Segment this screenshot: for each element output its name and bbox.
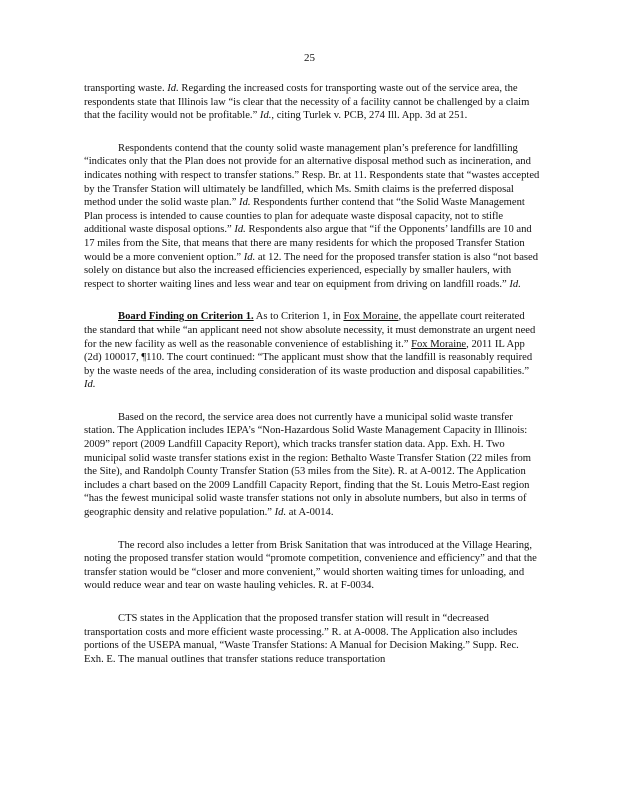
citation-id: Id. (234, 224, 246, 236)
paragraph (84, 82, 540, 123)
paragraph-text: CTS states in the Application that the proposed transfer station will result in “decreased transportation costs and more efficient waste processing.” R. at A-0008. The Application also includes portions of the USEPA manual, “Waste Transfer Stations: A Manual for Decision Making.” Supp. Rec. Exh. E. The manual outlines that transfer stations reduce transportation (84, 613, 519, 665)
paragraph-text: , citing Turlek v. PCB, 274 Ill. App. 3d at 251. (271, 110, 468, 122)
citation-id: Id. (239, 197, 251, 209)
paragraph (84, 142, 540, 292)
citation-id: Id. (243, 251, 256, 263)
paragraph-text: Based on the record, the service area does not currently have a municipal solid waste transfer station. The Application includes IEPA’s “Non-Hazardous Solid Waste Management Capacity in Illinois: 2009” report (2009 Landfill Capacity Report), which tracks transfer station data. App. Exh. H. Two municipal solid waste transfer stations exist in the region: Bethalto Waste Transfer Station (22 miles from the Site), and Randolph County Transfer Station (53 miles from the Site). R. at A-0012. The Application includes a chart based on the 2009 Landfill Capacity Report, finding that the St. Louis Metro-East region “has the fewest municipal solid waste transfer stations not only in absolute numbers, but also in terms of geographic density and relative population.” (84, 411, 532, 519)
document-body (84, 82, 540, 666)
section-heading: Board Finding on Criterion 1. (118, 311, 254, 323)
paragraph-text: The record also includes a letter from Brisk Sanitation that was introduced at the Village Hearing, noting the proposed transfer station would “promote competition, convenience and efficiency” and that the transfer station would be “closer and more convenient,” would shorten waiting times for unloading, and would reduce wear and tear on waste hauling vehicles. R. at F-0034. (84, 539, 537, 592)
paragraph (84, 310, 540, 392)
paragraph-text: Respondents also argue that “if the Opponents’ landfills are 10 and 17 miles from the Site, that means that there are many residents for which the proposed Transfer Station would be a more convenient option.” (84, 224, 532, 263)
paragraph-text: Respondents contend that the county solid waste management plan’s preference for landfilling “indicates only that the Plan does not provide for an alternative disposal method such as incineration, and indicates nothing with respect to transfer stations.” Resp. Br. at 11. Respondents state that “wastes accepted by the Transfer Station will ultimately be landfilled, which Ms. Smith claims is the preferred disposal method under the solid waste plan.” (84, 142, 540, 209)
citation-id: Id. (509, 278, 521, 290)
paragraph-text: Regarding the increased costs for transporting waste out of the service area, the respondents state that Illinois law “is clear that the necessity of a facility cannot be challenged by a claim that the facility would not be profitable.” (84, 83, 530, 122)
citation-id: Id. (274, 507, 287, 519)
paragraph (84, 612, 540, 666)
paragraph-text: , 2011 IL App (2d) 100017, ¶110. The court continued: “The applicant must show that the landfill is reasonably required by the waste needs of the area, including consideration of its waste production and disposal capabilities.” (84, 338, 533, 377)
paragraph (84, 539, 540, 593)
citation-id: Id. (259, 110, 272, 122)
page-number: 25 (304, 52, 315, 64)
case-name: Fox Moraine (411, 338, 467, 350)
citation-id: Id. (167, 83, 179, 94)
paragraph-text: at 12. The need for the proposed transfer station is also “not based solely on distance but also the increased efficiencies experienced, especially by smaller haulers, with respect to shorter waiting lines and less wear and tear on equipment from driving on landfill roads.” (84, 251, 539, 290)
paragraph-text: , the appellate court reiterated the standard that while “an applicant need not show absolute necessity, it must demonstrate an urgent need for the new facility as well as the reasonable convenience of establishing it.” (84, 311, 536, 350)
paragraph (84, 411, 540, 520)
paragraph-text: As to Criterion 1, in (253, 311, 344, 323)
case-name: Fox Moraine (343, 311, 399, 323)
paragraph-text: Respondents further contend that “the Solid Waste Management Plan process is intended to cause counties to plan for adequate waste disposal capacity, not to stifle additional waste disposal options.” (84, 197, 525, 236)
paragraph-text: at A-0014. (286, 507, 334, 519)
paragraph-text: transporting waste. (84, 83, 168, 94)
citation-id: Id. (84, 379, 96, 391)
